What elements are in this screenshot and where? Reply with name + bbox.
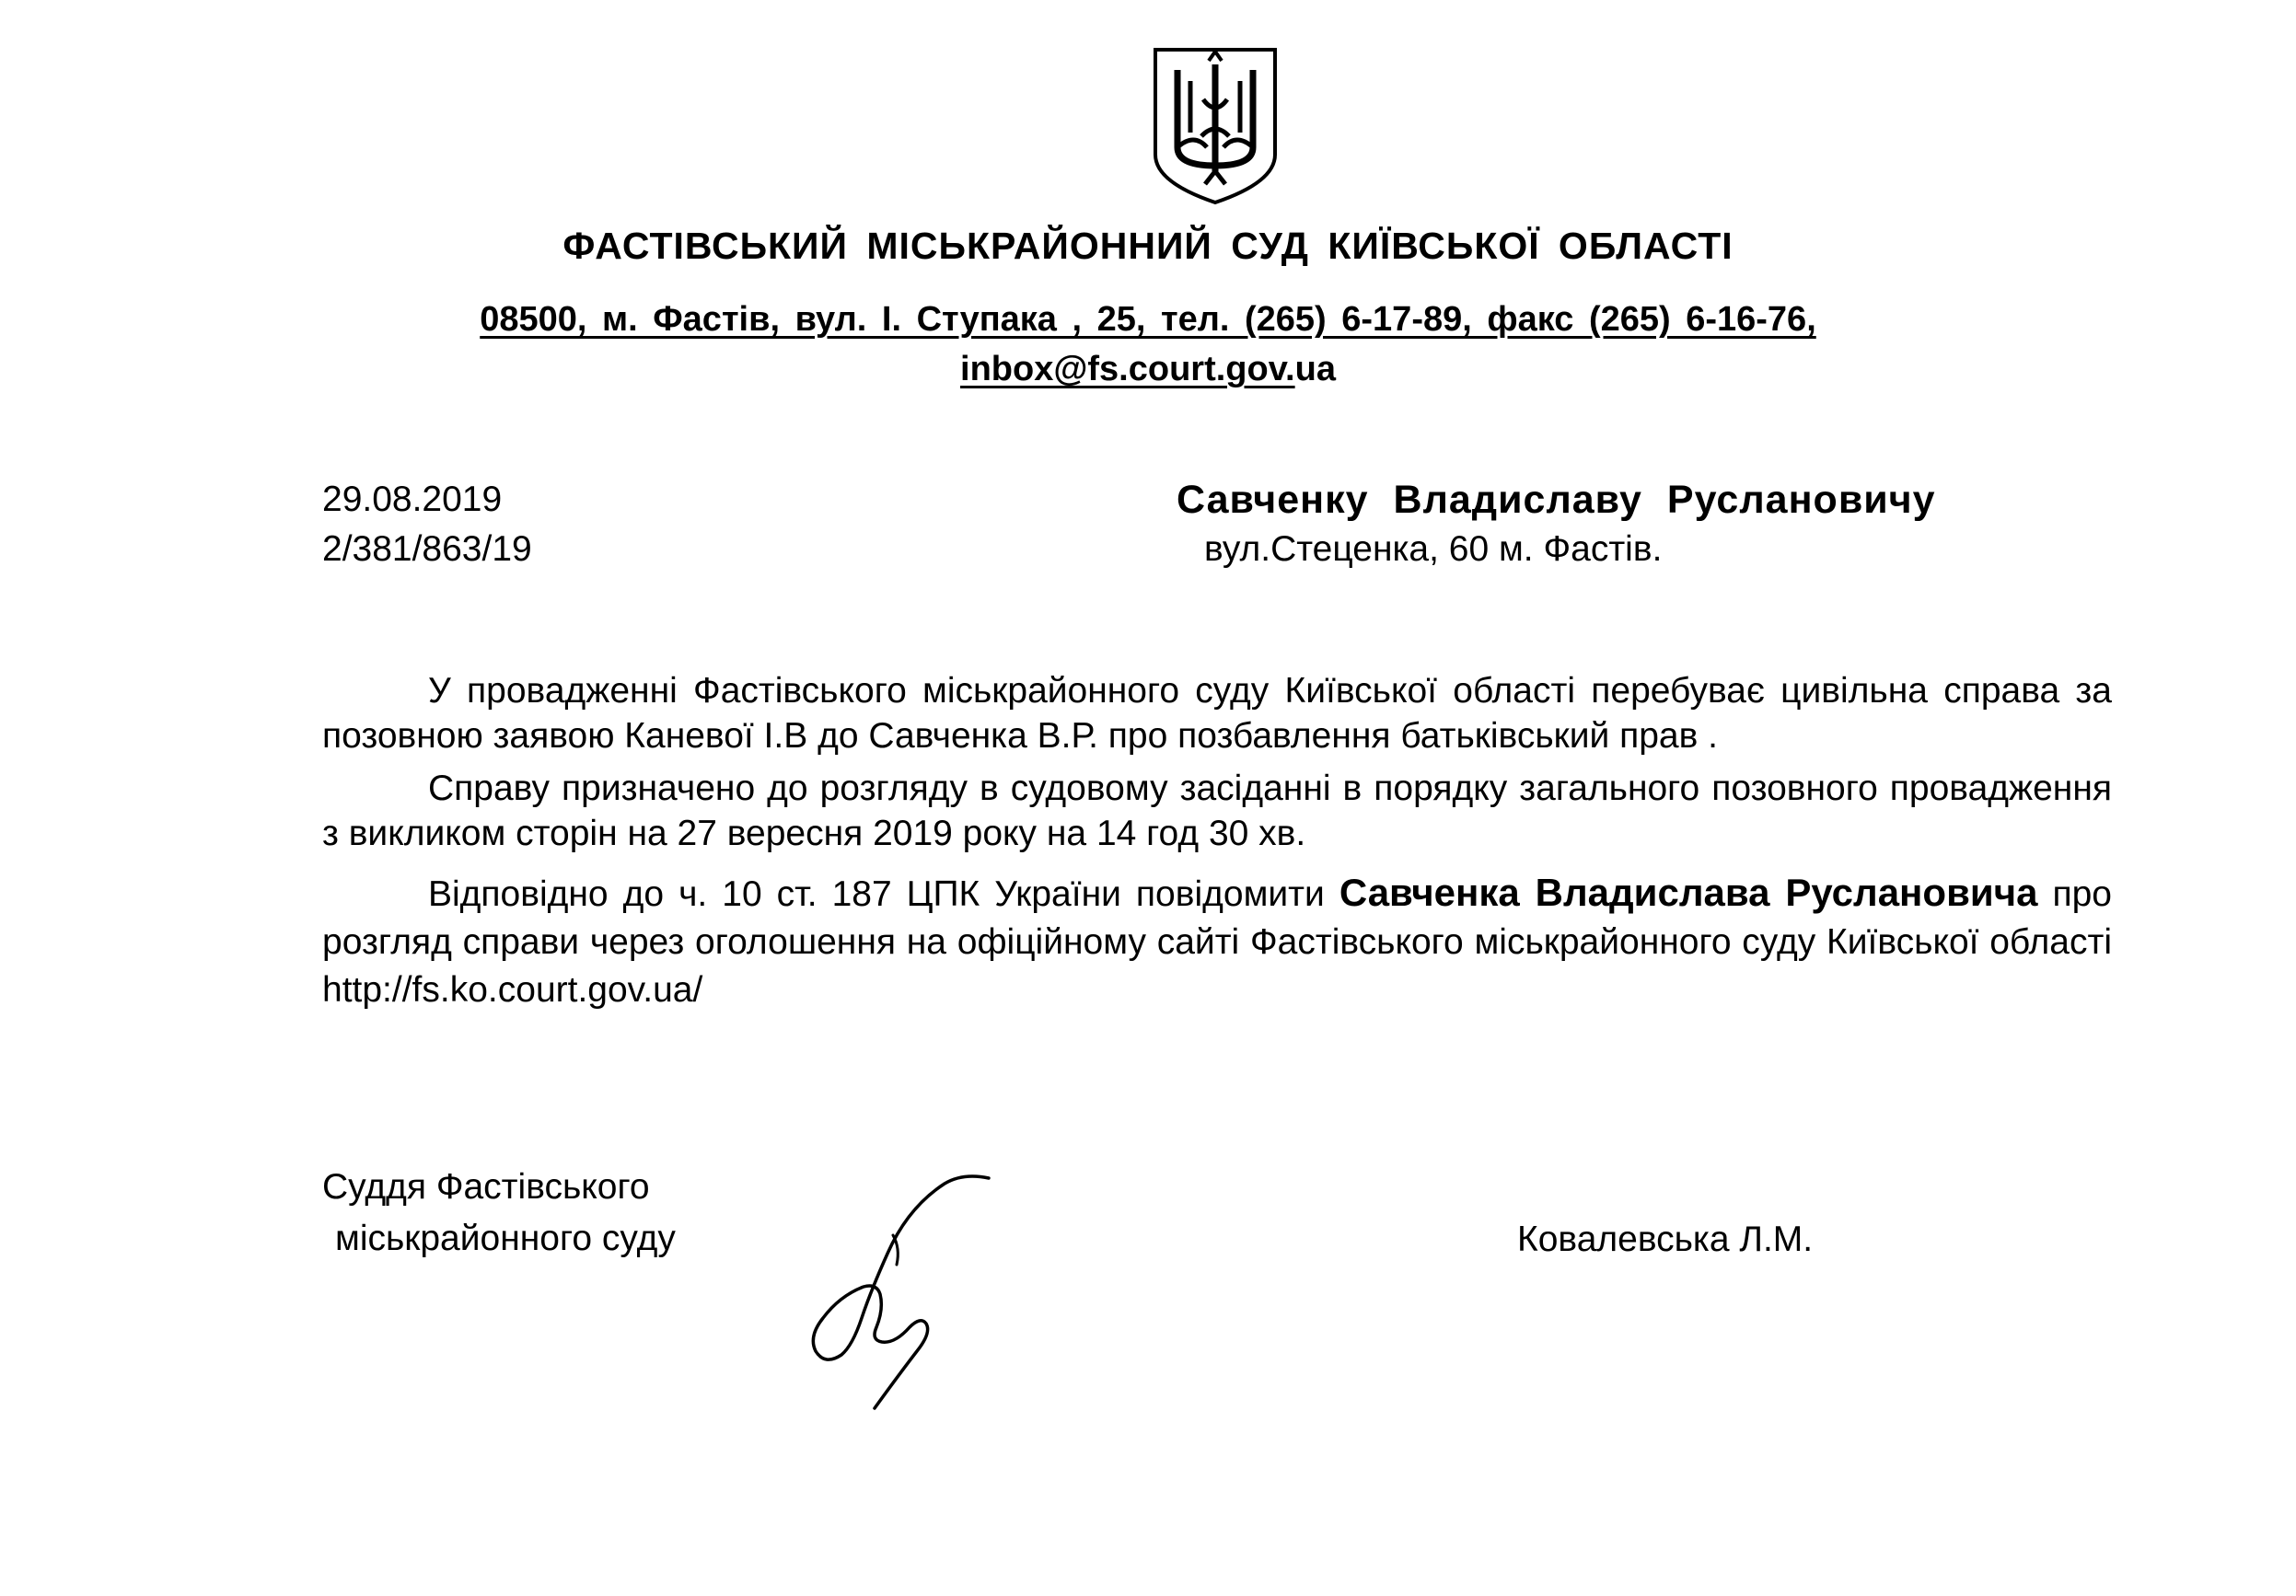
coat-of-arms-icon xyxy=(1150,44,1281,206)
court-name-heading: ФАСТІВСЬКИЙ МІСЬКРАЙОННИЙ СУД КИЇВСЬКОЇ ОБЛАСТІ xyxy=(562,225,1734,267)
judge-title-line2: міськрайонного суду xyxy=(335,1219,676,1258)
letter-meta xyxy=(322,475,532,574)
paragraph-hearing: Справу призначено до розгляду в судовому засіданні в порядку загального позовного провадження з викликом сторін на 27 вересня 2019 року на 14 год 30 хв. xyxy=(322,769,2112,853)
recipient-name: Савченку Владиславу Руслановичу xyxy=(1177,478,1936,522)
judge-title-line1: Суддя Фастівського xyxy=(322,1167,650,1207)
judge-title xyxy=(322,1162,676,1265)
letter-date: 29.08.2019 xyxy=(322,480,503,519)
letter-body xyxy=(322,668,2112,1014)
defendant-name: Савченка Владислава Руслановича xyxy=(1339,871,2038,914)
email-underlined-part: inbox@fs.court.gov. xyxy=(960,350,1295,388)
email-tail: ua xyxy=(1294,350,1336,388)
case-number: 2/381/863/19 xyxy=(322,529,532,569)
recipient-address: вул.Стеценка, 60 м. Фастів. xyxy=(1204,529,1663,569)
court-address: 08500, м. Фастів, вул. І. Ступака , 25, тел. (265) 6-17-89, факс (265) 6-16-76, xyxy=(480,300,1816,339)
recipient-block xyxy=(1177,475,1936,574)
notification-start: Відповідно до ч. 10 ст. 187 ЦПК України повідомити xyxy=(428,874,1339,914)
notification-end: про розгляд справи через оголошення на офіційному сайті Фастівського міськрайонного суду Київської області http://fs.ko.court.gov.ua/ xyxy=(322,874,2112,1010)
court-email xyxy=(0,350,2296,389)
judge-name: Ковалевська Л.М. xyxy=(1517,1220,1814,1259)
handwritten-signature xyxy=(797,1171,1000,1417)
paragraph-proceedings: У провадженні Фастівського міськрайонного суду Київської області перебуває цивільна справа за позовною заявою Каневої І.В до Савченка В.Р. про позбавлення батьківський прав . xyxy=(322,671,2112,756)
paragraph-notification xyxy=(322,869,2112,1014)
